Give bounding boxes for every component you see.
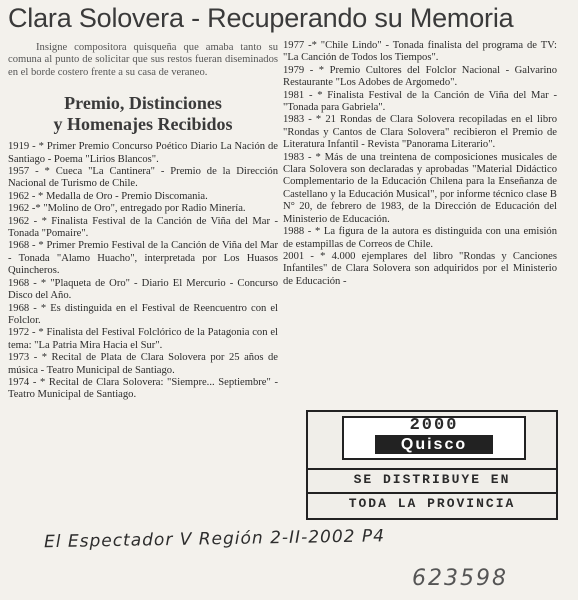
award-entry: 1979 - * Premio Cultores del Folclor Nacional - Galvarino Restaurante "Los Adobes de Argomedo". [283, 64, 557, 89]
award-entry: 1983 - * 21 Rondas de Clara Solovera recopiladas en el libro "Rondas y Cantos de Clara Solovera" recibieron el Premio de Literatura Infantil - Revista "Panorama Literario". [283, 114, 557, 151]
right-column [283, 40, 557, 288]
award-entry: 1977 -* "Chile Lindo" - Tonada finalista del programa de TV: "La Canción de Todos los Tiempos". [283, 40, 557, 64]
award-entry: 2001 - * 4.000 ejemplares del libro "Rondas y Canciones Infantiles" de Clara Solovera son adquiridos por el Ministerio de Educación - [283, 250, 557, 287]
award-entry: 1962 -* "Molino de Oro", entregado por Radio Minería. [8, 203, 246, 215]
headline: Clara Solovera - Recuperando su Memoria [8, 3, 514, 33]
ad-line-1: SE DISTRIBUYE EN [308, 468, 556, 487]
section-title-line-1: Premio, Distinciones [64, 93, 222, 114]
award-entry: 1968 - * Es distinguida en el Festival de Reencuentro con el Folclor. [8, 302, 278, 326]
award-entry: 1972 - * Finalista del Festival Folclórico de la Patagonia con el tema: "La Patria Mira Hacia el Sur". [8, 327, 278, 351]
section-title [8, 93, 278, 135]
left-column [8, 42, 278, 402]
award-entry: 1974 - * Recital de Clara Solovera: "Siempre... Septiembre" - Teatro Municipal de Santiago. [8, 376, 278, 401]
award-entry: 1981 - * Finalista Festival de la Canción de Viña del Mar - "Tonada para Gabriela". [283, 89, 557, 114]
award-entry: 1983 - * Más de una treintena de composiciones musicales de Clara Solovera son declaradas y aprobadas "Material Didáctico Complementario de la Educación Chilena para la Enseñanza de Castellano y la Educación Musical", por informe técnico clase B N° 20, de febrero de 1983, de la Dirección de Educación del Ministerio de Educación. [283, 151, 557, 225]
award-entry: 1988 - * La figura de la autora es distinguida con una emisión de estampillas de Correos de Chile. [283, 226, 557, 250]
section-title-line-2: y Homenajes Recibidos [53, 114, 233, 135]
award-entry: 1919 - * Primer Premio Concurso Poético Diario La Nación de Santiago - Poema "Lirios Blancos". [8, 141, 278, 165]
award-entry: 1957 - * Cueca "La Cantinera" - Premio de la Dirección Nacional de Turismo de Chile. [8, 166, 278, 190]
award-entry: 1968 - * Primer Premio Festival de la Canción de Viña del Mar - Tonada "Alamo Huacho", interpretada por Los Huasos Quincheros. [8, 240, 278, 277]
award-entry: 1962 - * Finalista Festival de la Canción de Viña del Mar - Tonada "Pomaire". [8, 215, 278, 240]
handwritten-source-note: El Espectador V Región 2-II-2002 P4 [43, 526, 386, 553]
award-entry: 1962 - * Medalla de Oro - Premio Discomania. [8, 190, 208, 202]
ad-brand: Quisco [375, 435, 493, 454]
intro-paragraph: Insigne compositora quisqueña que amaba tanto su comuna al punto de solicitar que sus restos fueran diseminados en el borde costero frente a su casa de veraneo. [8, 42, 278, 78]
ad-logo [342, 416, 526, 460]
ad-year: 2000 [409, 416, 459, 435]
award-entry: 1968 - * "Plaqueta de Oro" - Diario El Mercurio - Concurso Disco del Año. [8, 277, 278, 302]
ad-line-2: TODA LA PROVINCIA [308, 492, 556, 511]
handwritten-archive-number: 623598 [412, 566, 508, 591]
award-entry: 1973 - * Recital de Plata de Clara Solovera por 25 años de música - Teatro Municipal de Santiago. [8, 352, 278, 376]
quisco-advertisement [306, 410, 558, 520]
